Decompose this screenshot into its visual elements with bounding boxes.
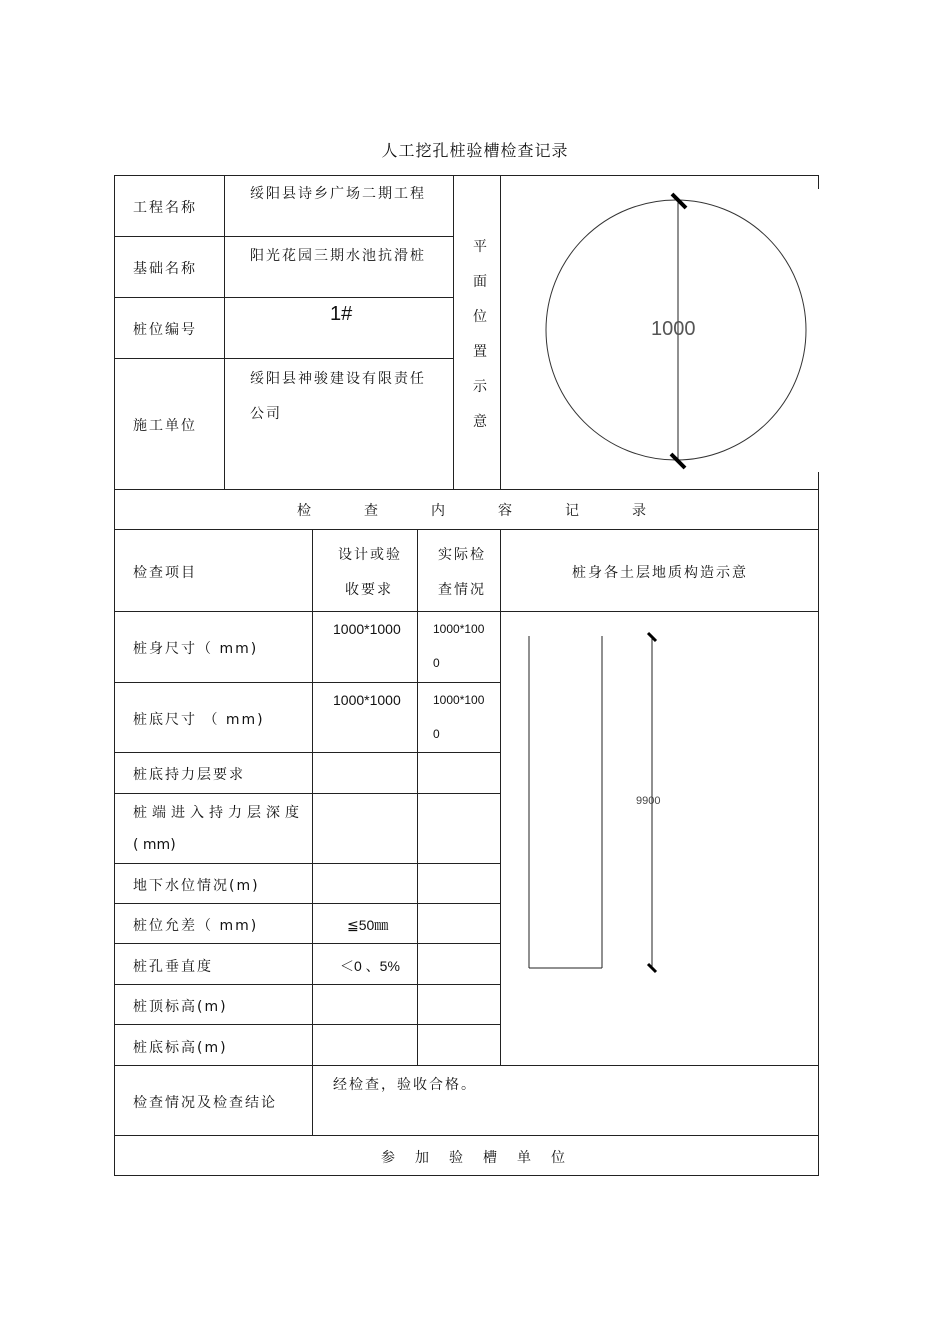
row-item-position-tolerance: 桩位允差（ mm) — [133, 918, 259, 934]
col-header-design-line2: 收要求 — [345, 582, 393, 598]
row-design-position-tolerance: ≦50㎜ — [347, 917, 389, 933]
row-actual-pile-size-line1: 1000*100 — [433, 622, 485, 636]
contractor-value-line2: 公司 — [250, 406, 282, 422]
plan-label-char: 位 — [473, 309, 487, 325]
heading-char: 内 — [431, 503, 445, 519]
row-actual-base-size-line2: 0 — [433, 727, 440, 741]
pile-depth-label: 9900 — [636, 795, 661, 807]
row-item-base-size: 桩底尺寸 （ mm) — [133, 712, 265, 728]
row-design-pile-size: 1000*1000 — [333, 621, 401, 637]
col-header-actual-line2: 查情况 — [438, 582, 486, 598]
row-design-verticality: ＜0 、5% — [340, 958, 400, 974]
plan-label-char: 置 — [473, 344, 487, 360]
participants-char: 槽 — [483, 1150, 497, 1166]
row-item-groundwater: 地下水位情况(m) — [133, 878, 260, 894]
plan-label-char: 意 — [473, 414, 487, 430]
row-item-pile-size: 桩身尺寸（ mm) — [133, 641, 259, 657]
pile-number-label: 桩位编号 — [133, 322, 197, 338]
row-design-base-size: 1000*1000 — [333, 692, 401, 708]
project-name-label: 工程名称 — [133, 200, 197, 216]
conclusion-label: 检查情况及检查结论 — [133, 1095, 277, 1111]
row-actual-pile-size-line2: 0 — [433, 656, 440, 670]
heading-char: 查 — [364, 503, 378, 519]
participants-char: 位 — [551, 1150, 565, 1166]
row-actual-base-size-line1: 1000*100 — [433, 693, 485, 707]
contractor-value-line1: 绥阳县神骏建设有限责任 — [250, 371, 426, 387]
participants-char: 加 — [415, 1150, 429, 1166]
document-title: 人工挖孔桩验槽检查记录 — [381, 141, 569, 160]
row-item-top-elevation: 桩顶标高(m) — [133, 999, 228, 1015]
heading-char: 记 — [565, 503, 579, 519]
col-header-actual-line1: 实际检 — [438, 547, 486, 563]
row-item-embed-depth-line2: ( mm) — [133, 837, 176, 853]
participants-char: 单 — [517, 1150, 531, 1166]
contractor-label: 施工单位 — [133, 418, 197, 434]
project-name-value: 绥阳县诗乡广场二期工程 — [250, 186, 426, 202]
row-item-bottom-elevation: 桩底标高(m) — [133, 1040, 228, 1056]
plan-label-char: 面 — [473, 274, 487, 290]
foundation-name-value: 阳光花园三期水池抗滑桩 — [250, 248, 426, 264]
heading-char: 检 — [297, 503, 311, 519]
plan-label-char: 示 — [473, 379, 487, 395]
plan-diameter-label: 1000 — [651, 318, 696, 340]
foundation-name-label: 基础名称 — [133, 261, 197, 277]
plan-label-char: 平 — [473, 239, 487, 255]
participants-char: 参 — [381, 1150, 395, 1166]
row-item-embed-depth-line1: 桩端进入持力层深度 — [133, 805, 304, 821]
row-item-verticality: 桩孔垂直度 — [133, 959, 213, 975]
row-item-bearing-layer: 桩底持力层要求 — [133, 767, 245, 783]
heading-char: 录 — [632, 503, 646, 519]
dimension-tick-top — [672, 194, 686, 208]
col-header-item: 检查项目 — [133, 565, 197, 581]
pile-number-value: 1# — [330, 303, 353, 325]
participants-char: 验 — [449, 1150, 463, 1166]
conclusion-value: 经检查，验收合格。 — [333, 1077, 477, 1093]
heading-char: 容 — [498, 503, 512, 519]
col-header-diagram: 桩身各土层地质构造示意 — [572, 565, 748, 581]
col-header-design-line1: 设计或验 — [338, 547, 402, 563]
